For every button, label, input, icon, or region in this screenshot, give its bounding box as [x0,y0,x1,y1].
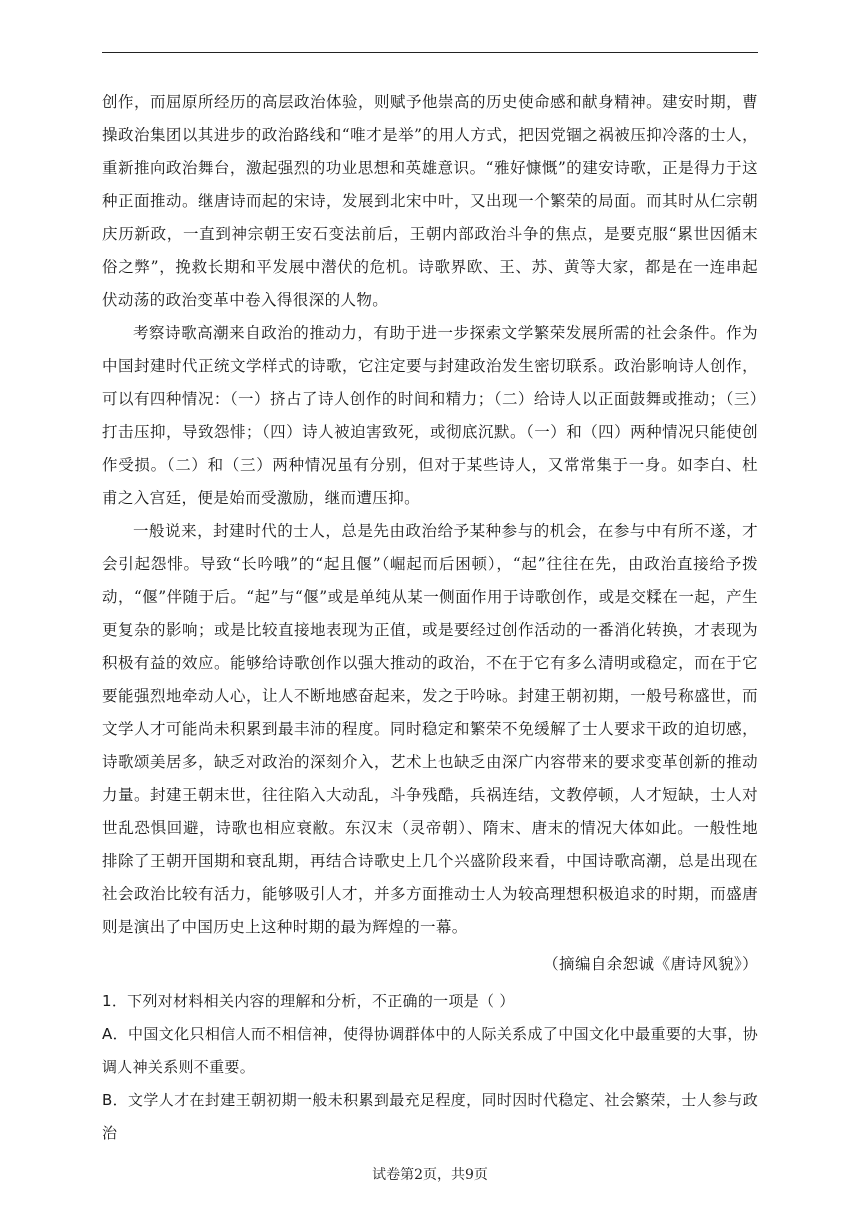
option-a: A．中国文化只相信人而不相信神，使得协调群体中的人际关系成了中国文化中最重要的大事，协调人神关系则不重要。 [102,1025,758,1076]
page-content [102,86,758,1150]
page-footer: 试卷第2页，共9页 [372,1167,488,1183]
question-stem: 1．下列对材料相关内容的理解和分析，不正确的一项是（ ） [102,992,515,1010]
header-rule [102,52,758,53]
passage-paragraph-1: 创作，而屈原所经历的高层政治体验，则赋予他崇高的历史使命感和献身精神。建安时期，曹操政治集团以其进步的政治路线和“唯才是举”的用人方式，把因党锢之祸被压抑冷落的士人，重新推向政治舞台，激起强烈的功业思想和英雄意识。“雅好慷慨”的建安诗歌，正是得力于这种正面推动。继唐诗而起的宋诗，发展到北宋中叶，又出现一个繁荣的局面。而其时从仁宗朝庆历新政，一直到神宗朝王安石变法前后，王朝内部政治斗争的焦点，是要克服“累世因循末俗之弊”，挽救长期和平发展中潜伏的危机。诗歌界欧、王、苏、黄等大家，都是在一连串起伏动荡的政治变革中卷入得很深的人物。 [102,93,758,309]
passage-paragraph-2: 考察诗歌高潮来自政治的推动力，有助于进一步探索文学繁荣发展所需的社会条件。作为中国封建时代正统文学样式的诗歌，它注定要与封建政治发生密切联系。政治影响诗人创作，可以有四种情况：（一）挤占了诗人创作的时间和精力；（二）给诗人以正面鼓舞或推动；（三）打击压抑，导致怨悱；（四）诗人被迫害致死，或彻底沉默。（一）和（四）两种情况只能使创作受损。（二）和（三）两种情况虽有分别，但对于某些诗人，又常常集于一身。如李白、杜甫之入宫廷，便是始而受激励，继而遭压抑。 [102,324,758,507]
passage-paragraph-3: 一般说来，封建时代的士人，总是先由政治给予某种参与的机会，在参与中有所不遂，才会引起怨悱。导致“长吟哦”的“起且偃”（崛起而后困顿），“起”往往在先，由政治直接给予拨动，“偃”伴随于后。“起”与“偃”或是单纯从某一侧面作用于诗歌创作，或是交糅在一起，产生更复杂的影响；或是比较直接地表现为正值，或是要经过创作活动的一番消化转换，才表现为积极有益的效应。能够给诗歌创作以强大推动的政治，不在于它有多么清明或稳定，而在于它要能强烈地牵动人心，让人不断地感奋起来，发之于吟咏。封建王朝初期，一般号称盛世，而文学人才可能尚未积累到最丰沛的程度。同时稳定和繁荣不免缓解了士人要求干政的迫切感，诗歌颂美居多，缺乏对政治的深刻介入，艺术上也缺乏由深广内容带来的要求变革创新的推动力量。封建王朝末世，往往陷入大动乱，斗争残酷，兵祸连结，文教停顿，人才短缺，士人对世乱恐惧回避，诗歌也相应衰敝。东汉末（灵帝朝）、隋末、唐末的情况大体如此。一般性地排除了王朝开国期和衰乱期，再结合诗歌史上几个兴盛阶段来看，中国诗歌高潮，总是出现在社会政治比较有活力，能够吸引人才，并多方面推动士人为较高理想积极追求的时期，而盛唐则是演出了中国历史上这种时期的最为辉煌的一幕。 [102,522,758,936]
source-citation: （摘编自余恕诚《唐诗风貌》） [543,955,758,973]
option-b: B．文学人才在封建王朝初期一般未积累到最充足程度，同时因时代稳定、社会繁荣，士人参与政治 [102,1091,758,1142]
